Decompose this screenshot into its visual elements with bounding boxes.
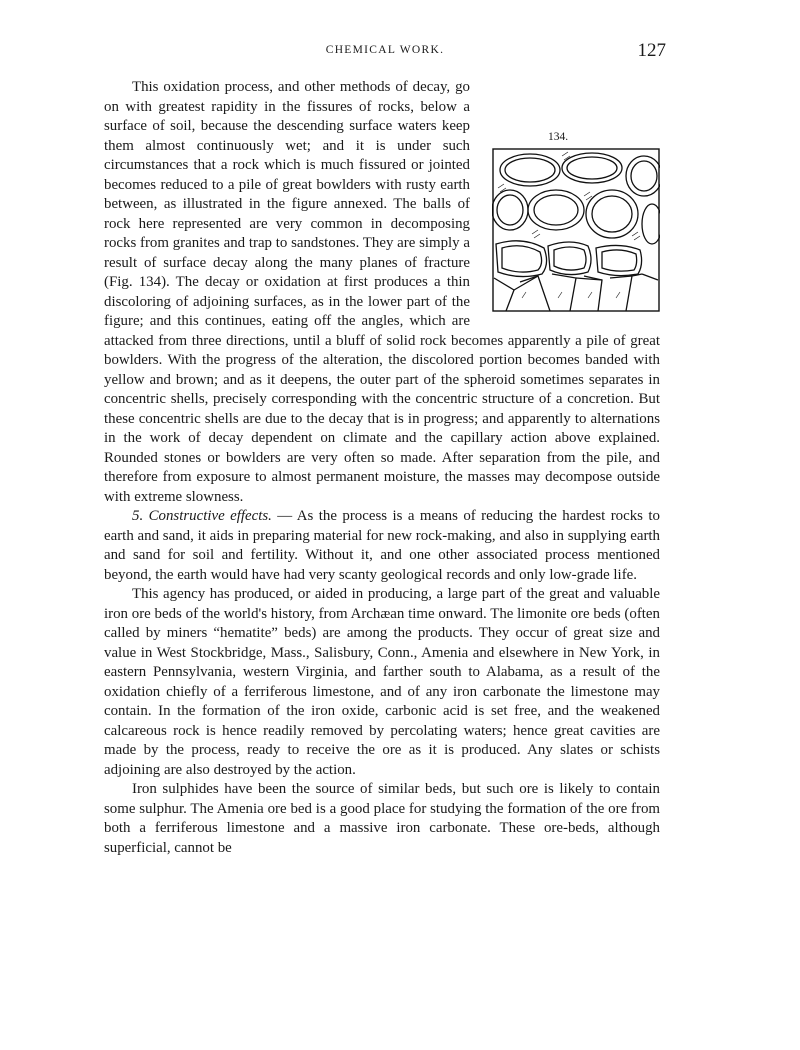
page-header [104,42,666,66]
paragraph-oxidation: This oxidation process, and other methods of decay, go on with greatest rapidity in the fissures of rocks, below a surface of soil, because the descending surface waters keep them almost continuously wet; and it is under such circumstances that a rock which is much fissured or jointed becomes reduced to a pile of great bowlders with rusty earth between, as illustrated in the figure annexed. The balls of rock here represented are very common in decomposing rocks from granites and trap to sandstones. They are simply a result of surface decay along the many planes of fracture (Fig. 134). The decay or oxidation at first produces a thin discoloring of adjoining surfaces, as in the lower part of the figure; and this continues, eating off the angles, which are attacked from three directions, until a bluff of solid rock becomes apparently a pile of great bowlders. With the progress of the alteration, the discolored portion becomes banded with yellow and brown; and as it deepens, the outer part of the spheroid sometimes separates in concentric shells, precisely corresponding with the concentric structure of a concretion. But these concentric shells are due to the decay that is in progress; and apparently to alternations in the work of decay dependent on climate and the capillary action above explained. Rounded stones or bowlders are very often so made. After separation from the pile, and therefore from exposure to almost permanent moisture, the masses may decompose outside with extreme slowness. [104,79,660,505]
page-number: 127 [637,40,666,61]
paragraph-iron-ore: This agency has produced, or aided in producing, a large part of the great and valuable iron ore beds of the world's history, from Archæan time onward. The limonite ore beds (often called by miners “hematite” beds) are among the products. They occur of great size and value in West Stockbridge, Mass., Salisbury, Conn., Amenia and elsewhere in New York, in eastern Pennsylvania, western Virginia, and farther south to Alabama, as a result of the oxidation chiefly of a ferriferous limestone, and of any iron carbonate the limestone may contain. In the formation of the iron oxide, carbonic acid is set free, and the weakened calcareous rock is hence readily removed by percolating waters; hence great cavities are made by the process, ready to receive the ore as it is produced. Any slates or schists adjoining are also destroyed by the action. [104,586,660,778]
section-heading: 5. Constructive effects. [132,508,272,524]
paragraph-constructive-body: — As the process is a means of reducing the hardest rocks to earth and sand, it aids in preparing material for new rock-making, and also in supplying earth and sand for soil and fertility. Without it, and one other associated process mentioned beyond, the earth would have had very scanty geological records and only low-grade life. [104,508,660,583]
running-head: CHEMICAL WORK. [325,44,445,56]
figure-134 [482,78,660,314]
paragraph-iron-sulphides: Iron sulphides have been the source of similar beds, but such ore is likely to contain some sulphur. The Amenia ore bed is a good place for studying the formation of the ore from both a ferriferous limestone and a massive iron carbonate. These ore-beds, although superficial, cannot be [104,781,660,856]
weathered-boulders-illustration [492,148,660,312]
body-text [104,78,660,858]
paragraph-constructive-effects [104,507,660,585]
figure-label: 134. [548,131,569,143]
